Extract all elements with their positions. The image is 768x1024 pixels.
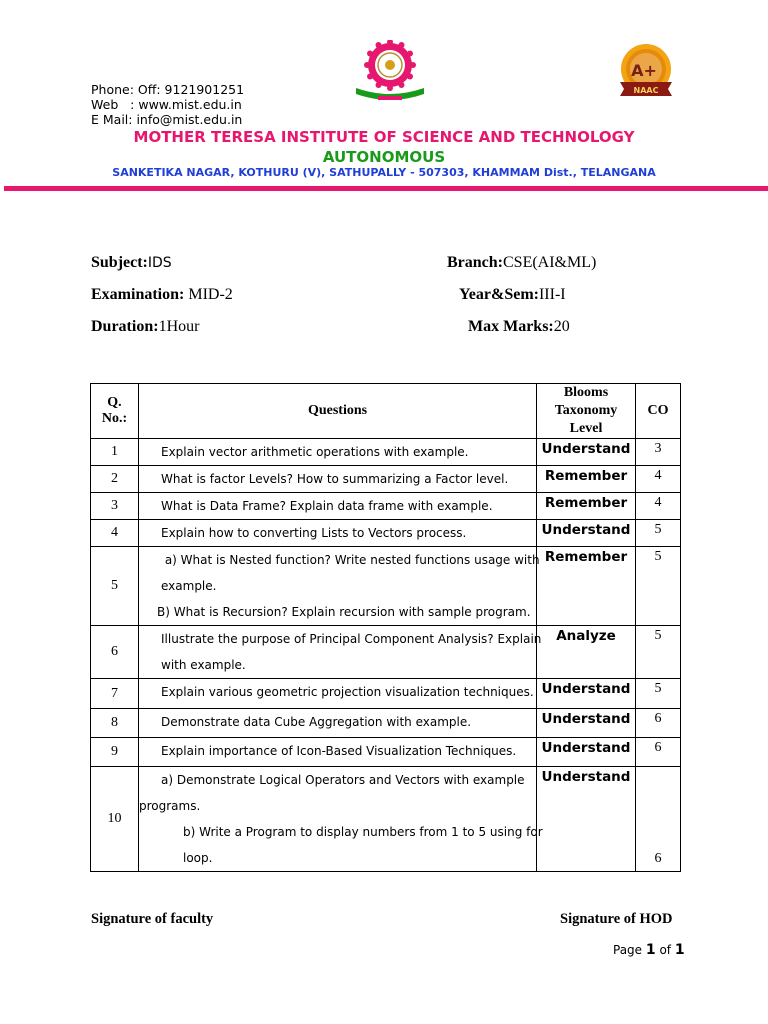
co-value: 6 [636, 767, 681, 872]
table-row [91, 738, 681, 767]
co-value: 5 [636, 626, 681, 679]
maxmarks-field: Max Marks:20 [468, 318, 570, 335]
question-text [139, 520, 537, 547]
question-number: 7 [91, 679, 139, 709]
question-line: with example. [161, 658, 246, 672]
co-value: 5 [636, 679, 681, 709]
question-text [139, 709, 537, 738]
question-line: loop. [183, 851, 213, 865]
branch-field: Branch:CSE(AI&ML) [447, 254, 597, 271]
question-text [139, 439, 537, 466]
contact-block [91, 82, 244, 127]
table-row [91, 709, 681, 738]
institute-logo-icon [350, 40, 430, 102]
naac-label-text: NAAC [633, 86, 659, 95]
question-text [139, 493, 537, 520]
question-line: Explain vector arithmetic operations with example. [161, 445, 469, 459]
question-line: Illustrate the purpose of Principal Component Analysis? Explain [161, 632, 542, 646]
subject-field: Subject:IDS [91, 254, 172, 271]
question-number: 3 [91, 493, 139, 520]
header-qno: Q. No.: [91, 384, 139, 439]
examination-field: Examination: MID-2 [91, 286, 233, 303]
question-number: 10 [91, 767, 139, 872]
header-divider [4, 186, 768, 191]
blooms-level: Understand [537, 439, 636, 466]
co-value: 5 [636, 547, 681, 626]
blooms-level: Understand [537, 520, 636, 547]
co-value: 4 [636, 493, 681, 520]
blooms-level: Understand [537, 709, 636, 738]
question-line: a) What is Nested function? Write nested functions usage with [161, 553, 540, 567]
question-line: Explain how to converting Lists to Vectors process. [161, 526, 467, 540]
question-number: 6 [91, 626, 139, 679]
blooms-level: Understand [537, 767, 636, 872]
phone-text: Phone: Off: 9121901251 [91, 82, 245, 97]
co-value: 3 [636, 439, 681, 466]
table-row [91, 520, 681, 547]
question-line: example. [161, 579, 217, 593]
table-row [91, 439, 681, 466]
question-line: a) Demonstrate Logical Operators and Vectors with example [161, 773, 525, 787]
naac-grade-text: A+ [631, 61, 657, 80]
question-line: b) Write a Program to display numbers from 1 to 5 using for [183, 825, 543, 839]
table-row [91, 767, 681, 872]
question-number: 9 [91, 738, 139, 767]
table-row [91, 679, 681, 709]
co-value: 6 [636, 709, 681, 738]
duration-field: Duration:1Hour [91, 318, 200, 335]
question-line: What is factor Levels? How to summarizing a Factor level. [161, 472, 509, 486]
blooms-level: Remember [537, 493, 636, 520]
blooms-level: Analyze [537, 626, 636, 679]
table-row [91, 493, 681, 520]
blooms-level: Remember [537, 547, 636, 626]
yearsem-field: Year&Sem:III-I [459, 286, 566, 303]
institute-address: SANKETIKA NAGAR, KOTHURU (V), SATHUPALLY - 507303, KHAMMAM Dist., TELANGANA [112, 166, 656, 179]
blooms-level: Understand [537, 738, 636, 767]
table-row [91, 626, 681, 679]
table-row [91, 547, 681, 626]
naac-badge-icon [612, 42, 680, 100]
blooms-level: Understand [537, 679, 636, 709]
header-co: CO [636, 384, 681, 439]
signature-faculty: Signature of faculty [91, 911, 214, 927]
table-header-row [91, 384, 681, 439]
email-text: E Mail: info@mist.edu.in [91, 112, 243, 127]
header-questions: Questions [139, 384, 537, 439]
question-number: 5 [91, 547, 139, 626]
web-text: Web : www.mist.edu.in [91, 97, 242, 112]
page-number: Page 1 of 1 [613, 942, 685, 958]
question-number: 8 [91, 709, 139, 738]
question-text [139, 626, 542, 679]
question-line: programs. [139, 799, 201, 813]
question-line: B) What is Recursion? Explain recursion with sample program. [157, 605, 531, 619]
question-text [139, 679, 537, 709]
table-row [91, 466, 681, 493]
question-line: Demonstrate data Cube Aggregation with example. [161, 715, 472, 729]
question-number: 4 [91, 520, 139, 547]
question-line: What is Data Frame? Explain data frame with example. [161, 499, 493, 513]
blooms-level: Remember [537, 466, 636, 493]
autonomous-label: AUTONOMOUS [322, 148, 446, 166]
institute-name: MOTHER TERESA INSTITUTE OF SCIENCE AND TECHNOLOGY [133, 128, 635, 146]
question-number: 1 [91, 439, 139, 466]
co-value: 4 [636, 466, 681, 493]
co-value: 5 [636, 520, 681, 547]
question-text [139, 466, 537, 493]
question-line: Explain importance of Icon-Based Visualization Techniques. [161, 744, 517, 758]
question-text [139, 738, 537, 767]
question-text [139, 767, 543, 872]
question-line: Explain various geometric projection visualization techniques. [161, 685, 534, 699]
co-value: 6 [636, 738, 681, 767]
question-number: 2 [91, 466, 139, 493]
signature-hod: Signature of HOD [560, 911, 673, 927]
questions-table [90, 383, 681, 872]
header-blooms: Blooms Taxonomy Level [537, 384, 636, 439]
question-text [139, 547, 540, 626]
